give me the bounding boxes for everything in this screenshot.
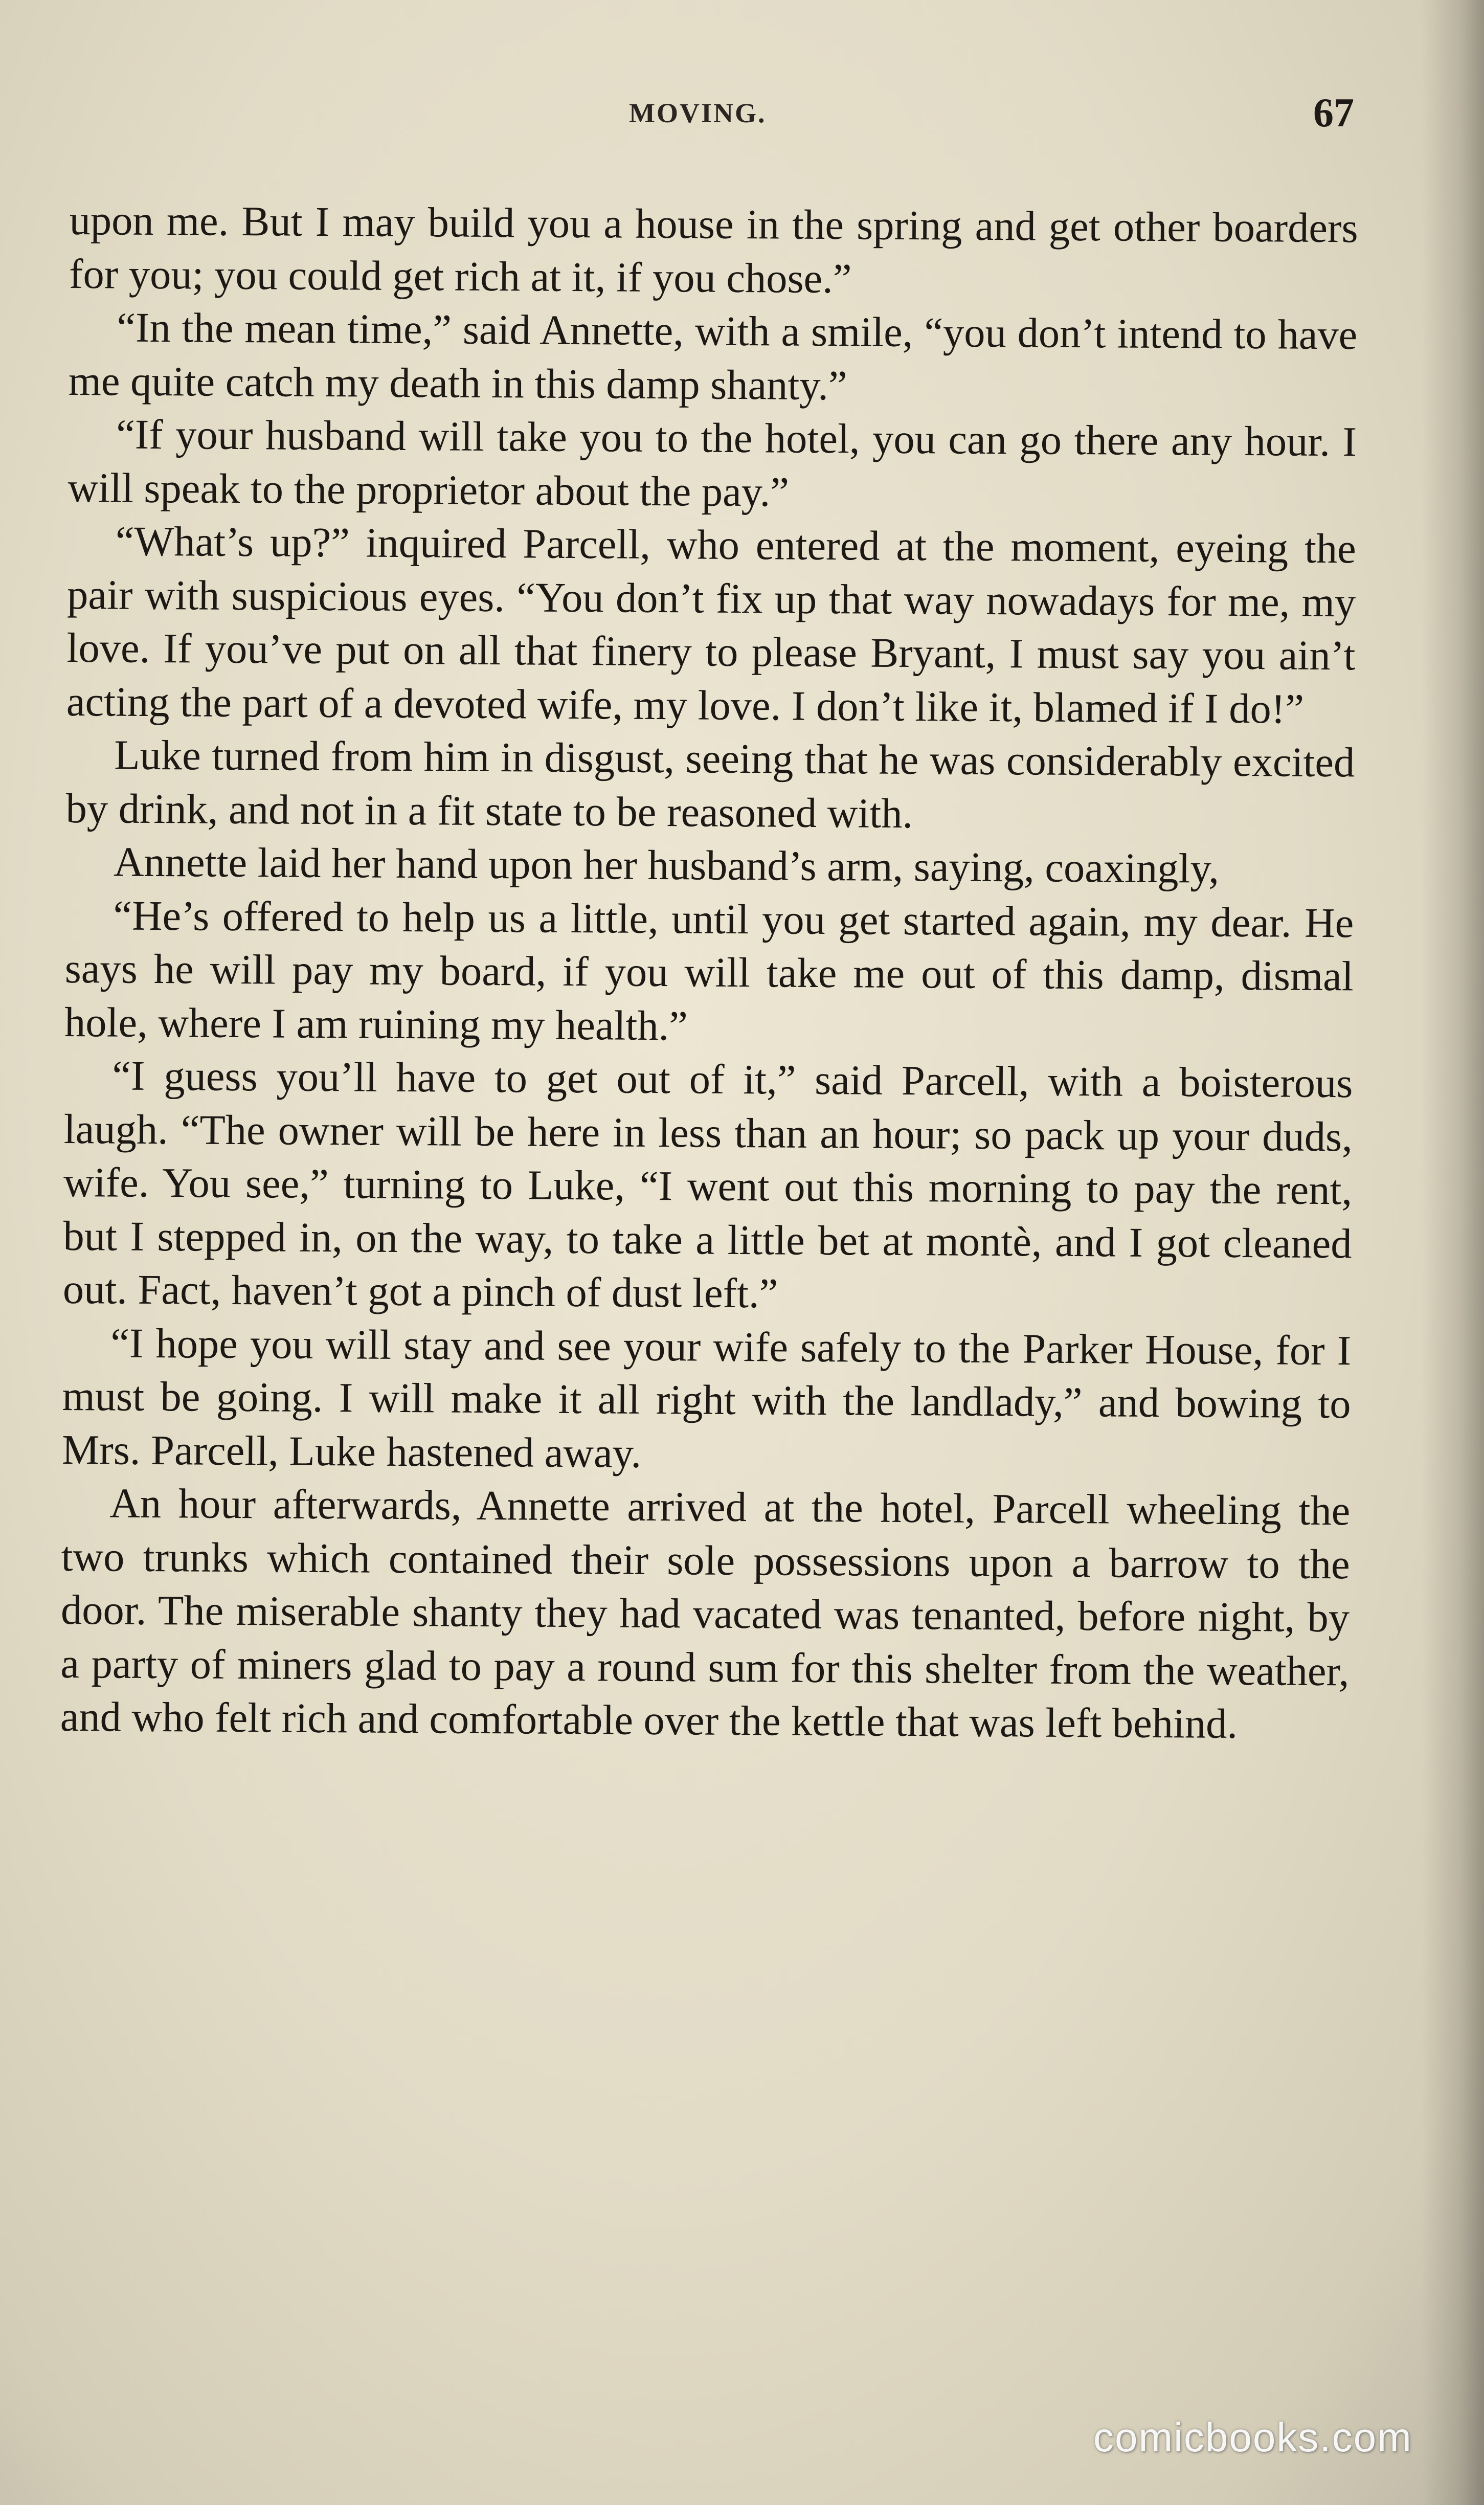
page-number: 67 bbox=[1313, 91, 1354, 136]
paragraph: An hour afterwards, Annette arrived at the hotel, Parcell wheeling the two trunks which contained their sole possessions upon a barrow to the door. The miserable shanty they had vacated was tenanted, before night, by a party of miners glad to pay a round sum for this shelter from the weather, and who felt rich and comfortable over the kettle that was left behind. bbox=[60, 1479, 1351, 1748]
paragraph: Annette laid her hand upon her husband’s arm, saying, coaxingly, bbox=[113, 838, 1220, 892]
body-text bbox=[60, 193, 1358, 1751]
paragraph: Luke turned from him in disgust, seeing that he was considerably excited by drink, and not in a fit state to be reasoned with. bbox=[65, 731, 1355, 837]
page-header bbox=[0, 90, 1484, 136]
page-edge-shadow bbox=[1422, 0, 1484, 2505]
paragraph: “I hope you will stay and see your wife safely to the Parker House, for I must be going. I will make it all right with the landlady,” and bowing to Mrs. Parcell, Luke hastened away. bbox=[61, 1319, 1352, 1477]
paragraph: “If your husband will take you to the hotel, you can go there any hour. I will speak to the proprietor about the pay.” bbox=[68, 410, 1357, 516]
paragraph: “In the mean time,” said Annette, with a smile, “you don’t intend to have me quite catch my death in this damp shanty.” bbox=[68, 303, 1358, 409]
paragraph: “He’s offered to help us a little, until you get started again, my dear. He says he will pay my board, if you will take me out of this damp, dismal hole, where I am ruining my health.” bbox=[64, 891, 1354, 1049]
paragraph: upon me. But I may build you a house in the spring and get other boarders for you; you could get rich at it, if you chose.” bbox=[69, 196, 1358, 302]
running-head: MOVING. bbox=[629, 98, 767, 128]
paragraph: “What’s up?” inquired Parcell, who entered at the moment, eyeing the pair with suspicious eyes. “You don’t fix up that way nowadays for me, my love. If you’ve put on all that finery to please Bryant, I must say you ain’t acting the part of a devoted wife, my love. I don’t like it, blamed if I do!” bbox=[66, 517, 1357, 732]
watermark: comicbooks.com bbox=[1093, 2414, 1412, 2460]
paragraph: “I guess you’ll have to get out of it,” said Parcell, with a boisterous laugh. “The owner will be here in less than an hour; so pack up your duds, wife. You see,” turning to Luke, “I went out this morning to pay the rent, but I stepped in, on the way, to take a little bet at montè, and I got cleaned out. Fact, haven’t got a pinch of dust left.” bbox=[62, 1052, 1353, 1317]
